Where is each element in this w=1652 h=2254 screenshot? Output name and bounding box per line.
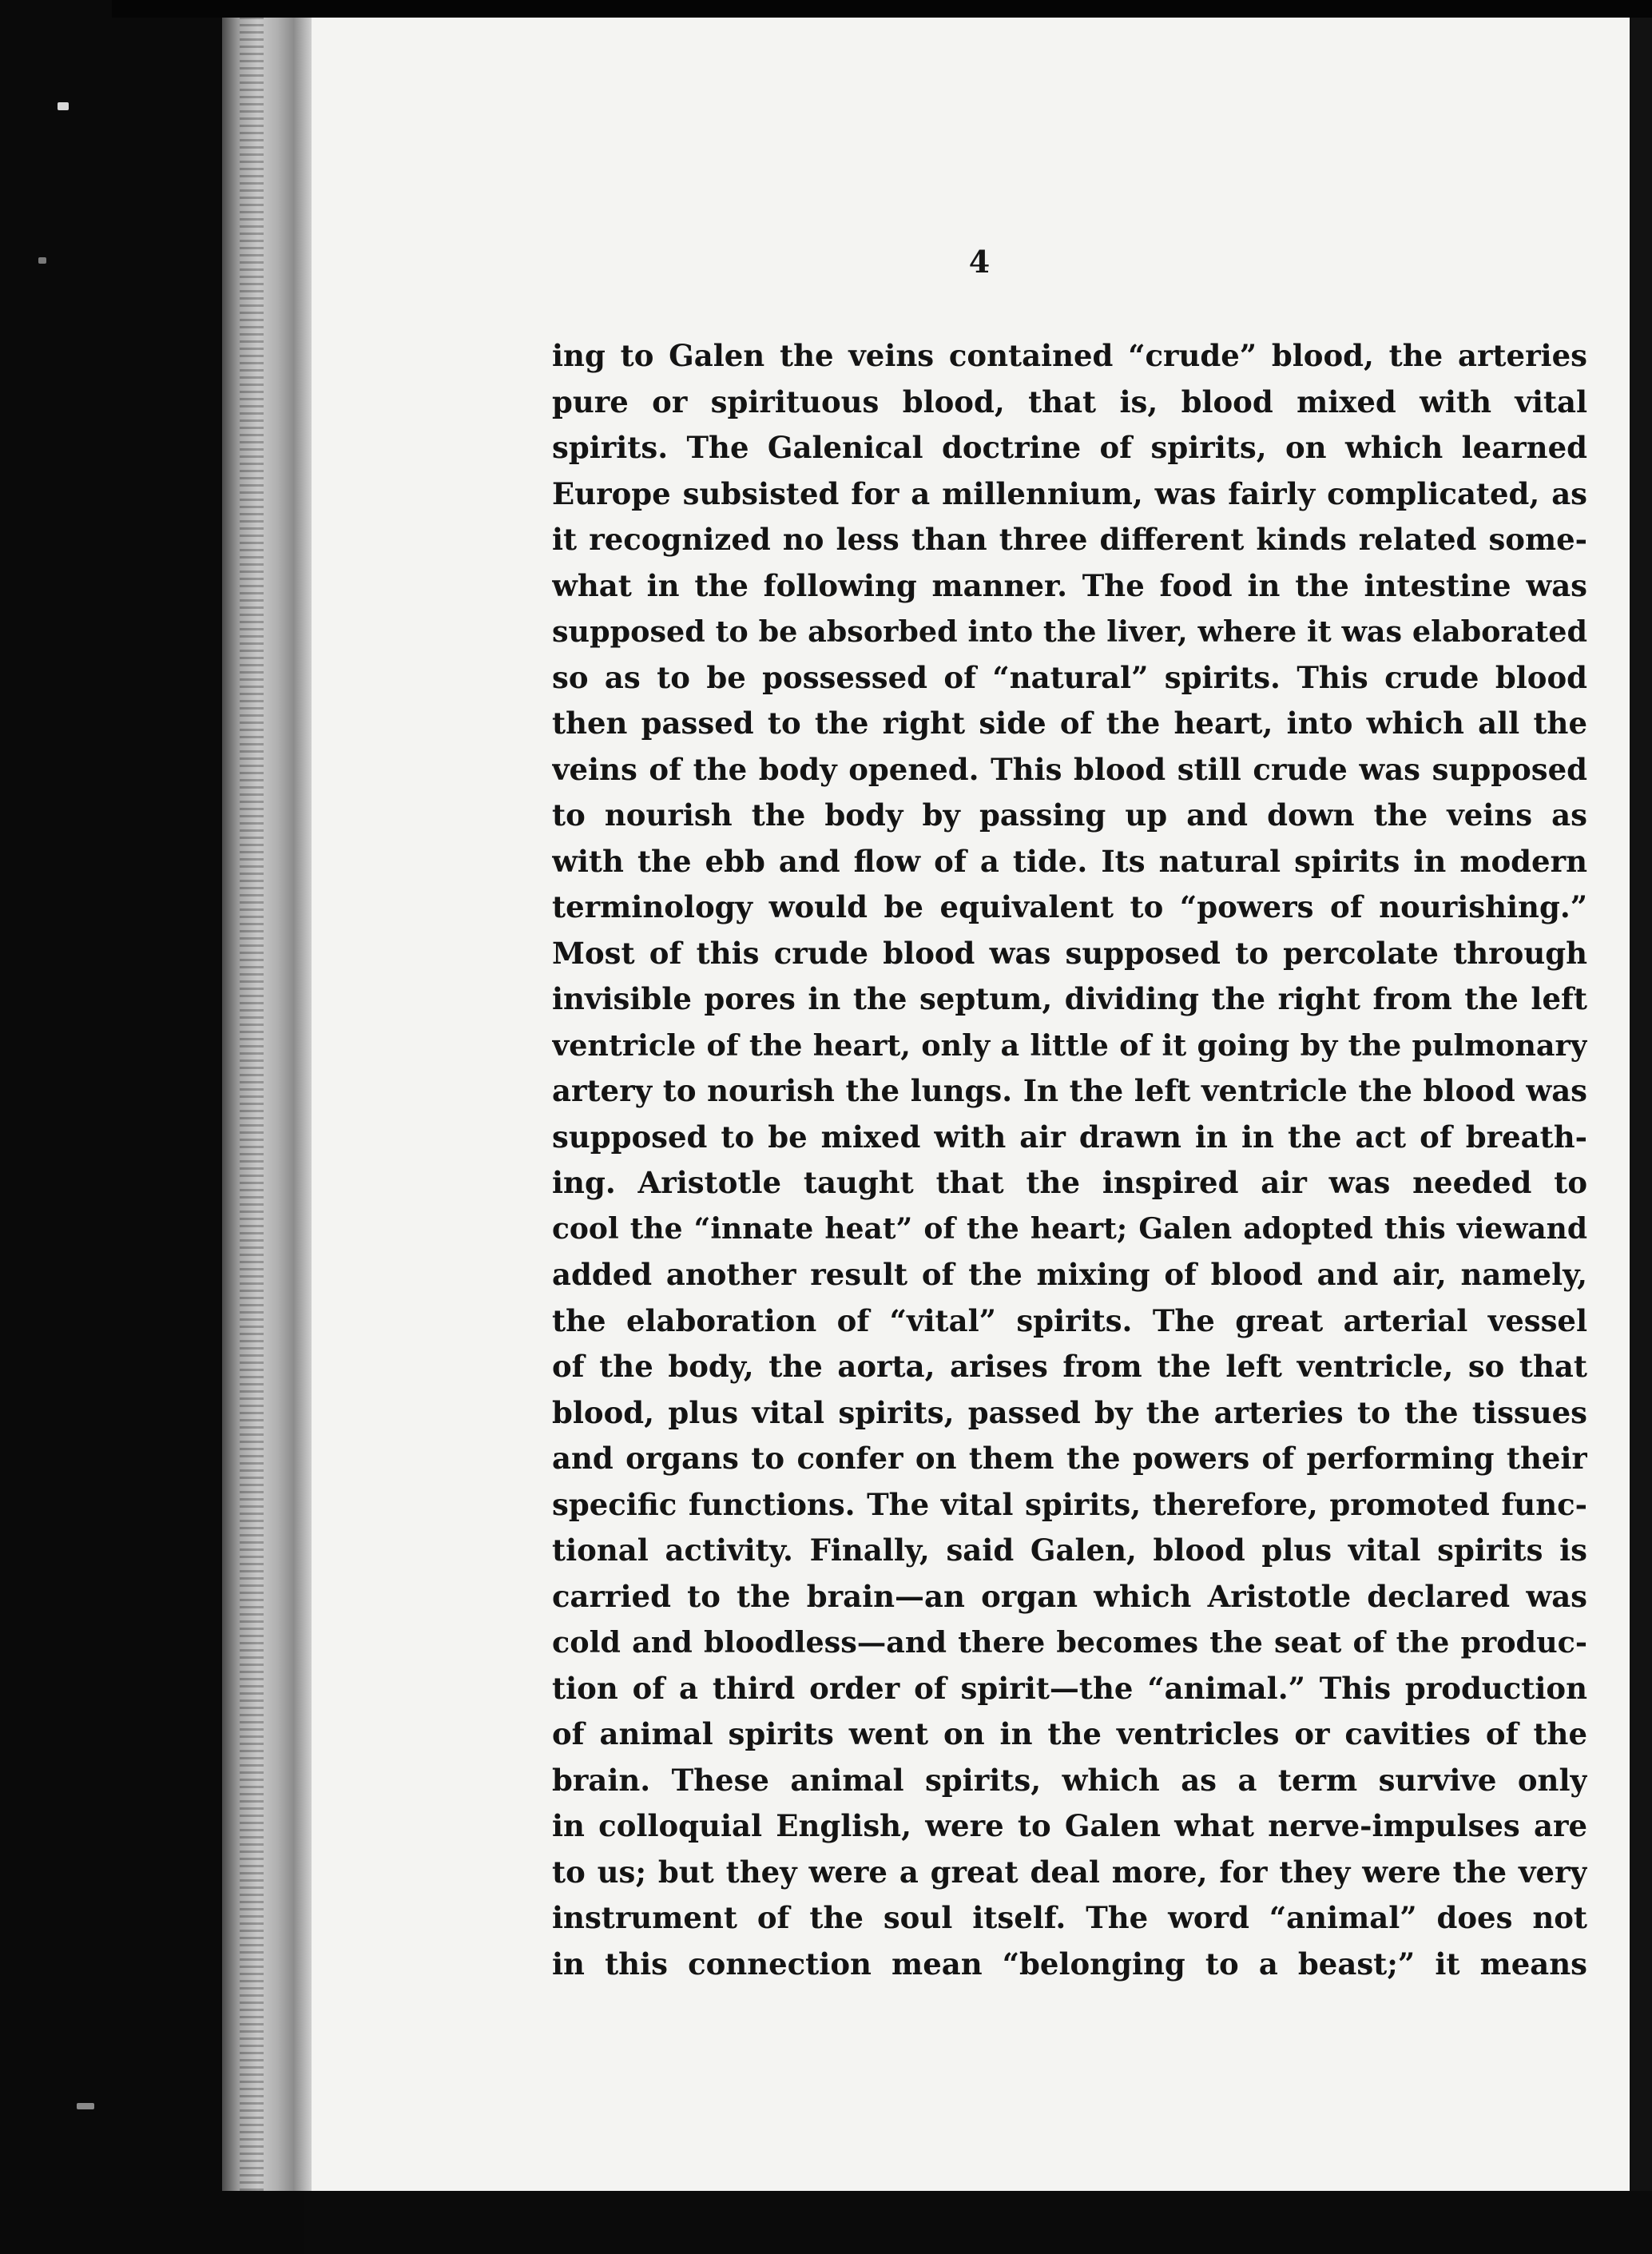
page-number: 4 (968, 244, 991, 280)
text-line: tion of a third order of spirit—the “animal.” This production (552, 1670, 1587, 1706)
text-line: cool the “innate heat” of the heart; Galen adopted this viewand (552, 1211, 1587, 1246)
text-line: and organs to confer on them the powers of performing their (552, 1441, 1587, 1476)
scan-speck (58, 102, 69, 110)
body-text (552, 333, 1587, 1987)
text-line: supposed to be mixed with air drawn in in the act of breath- (552, 1119, 1587, 1155)
scan-right-border (1630, 18, 1652, 2191)
text-line: spirits. The Galenical doctrine of spirits, on which learned (552, 430, 1587, 465)
text-line: supposed to be absorbed into the liver, where it was elaborated (552, 614, 1587, 649)
text-line: instrument of the soul itself. The word “animal” does not (552, 1900, 1587, 1935)
scan-speck (77, 2103, 94, 2109)
text-line: ing. Aristotle taught that the inspired air was needed to (552, 1165, 1587, 1200)
scan-bottom-border (304, 2191, 1652, 2254)
text-line: brain. These animal spirits, which as a term survive only (552, 1762, 1587, 1798)
text-line: of animal spirits went on in the ventricles or cavities of the (552, 1716, 1587, 1751)
text-line: Europe subsisted for a millennium, was fairly complicated, as (552, 475, 1587, 511)
text-line: in colloquial English, were to Galen what nerve-impulses are (552, 1808, 1587, 1843)
text-line: ventricle of the heart, only a little of it going by the pulmonary (552, 1028, 1587, 1063)
text-line: in this connection mean “belonging to a beast;” it means (552, 1946, 1587, 1982)
text-line: cold and bloodless—and there becomes the seat of the produc- (552, 1625, 1587, 1660)
scan-top-border (112, 0, 1652, 18)
text-line: to nourish the body by passing up and down the veins as (552, 797, 1587, 833)
text-line: of the body, the aorta, arises from the left ventricle, so that (552, 1349, 1587, 1384)
scan-speck (38, 257, 46, 264)
text-line: then passed to the right side of the heart, into which all the (552, 706, 1587, 741)
text-line: with the ebb and flow of a tide. Its natural spirits in modern (552, 843, 1587, 879)
book-binding (222, 18, 312, 2191)
book-page (312, 18, 1647, 2191)
text-line: tional activity. Finally, said Galen, blood plus vital spirits is (552, 1532, 1587, 1568)
text-line: ing to Galen the veins contained “crude” blood, the arteries (552, 338, 1587, 373)
text-line: terminology would be equivalent to “powers of nourishing.” (552, 889, 1587, 924)
text-line: blood, plus vital spirits, passed by the arteries to the tissues (552, 1394, 1587, 1430)
text-line: pure or spirituous blood, that is, blood mixed with vital (552, 384, 1587, 419)
text-line: the elaboration of “vital” spirits. The great arterial vessel (552, 1302, 1587, 1338)
text-line: invisible pores in the septum, dividing the right from the left (552, 981, 1587, 1016)
text-line: artery to nourish the lungs. In the left ventricle the blood was (552, 1073, 1587, 1108)
text-line: what in the following manner. The food in the intestine was (552, 567, 1587, 603)
text-line: added another result of the mixing of blood and air, namely, (552, 1257, 1587, 1292)
text-line: so as to be possessed of “natural” spirits. This crude blood (552, 659, 1587, 695)
text-line: carried to the brain—an organ which Aristotle declared was (552, 1578, 1587, 1614)
text-line: veins of the body opened. This blood still crude was supposed (552, 751, 1587, 787)
binding-texture (240, 18, 264, 2191)
text-line: specific functions. The vital spirits, therefore, promoted func- (552, 1486, 1587, 1522)
text-line: Most of this crude blood was supposed to percolate through (552, 935, 1587, 971)
text-line: it recognized no less than three different kinds related some- (552, 522, 1587, 557)
text-line: to us; but they were a great deal more, for they were the very (552, 1854, 1587, 1890)
